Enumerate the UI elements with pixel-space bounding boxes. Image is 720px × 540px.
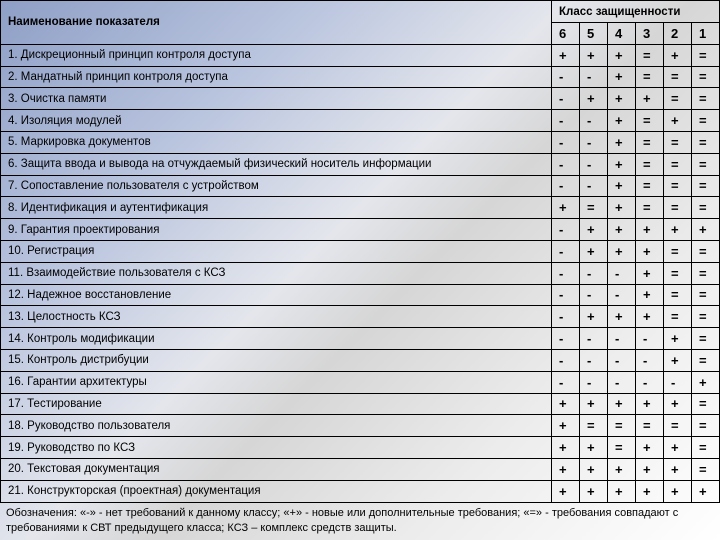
requirement-mark: + [692,480,720,502]
requirement-mark: + [580,306,608,328]
class-number: 5 [580,23,608,45]
requirement-mark: + [608,219,636,241]
requirement-mark: + [608,197,636,219]
requirement-mark: - [580,153,608,175]
requirement-mark: + [608,480,636,502]
requirement-mark: + [608,44,636,66]
requirement-mark: + [636,306,664,328]
requirement-mark: = [636,197,664,219]
requirement-mark: = [580,415,608,437]
class-number: 4 [608,23,636,45]
indicator-name: 17. Тестирование [1,393,552,415]
requirement-mark: - [580,131,608,153]
requirement-mark: = [664,262,692,284]
requirement-mark: - [580,284,608,306]
table-row [1,284,720,306]
requirement-mark: + [664,219,692,241]
requirement-mark: + [552,44,580,66]
requirement-mark: = [692,197,720,219]
requirement-mark: + [664,328,692,350]
requirement-mark: - [552,349,580,371]
requirement-mark: = [664,415,692,437]
requirement-mark: - [580,175,608,197]
indicator-name: 5. Маркировка документов [1,131,552,153]
table-row [1,175,720,197]
table-row [1,88,720,110]
table-row [1,306,720,328]
table-row [1,480,720,502]
indicator-name: 2. Мандатный принцип контроля доступа [1,66,552,88]
requirement-mark: + [636,284,664,306]
requirement-mark: + [552,197,580,219]
indicator-name: 8. Идентификация и аутентификация [1,197,552,219]
requirement-mark: = [664,131,692,153]
requirement-mark: - [552,219,580,241]
indicator-name: 15. Контроль дистрибуции [1,349,552,371]
table-row [1,437,720,459]
requirement-mark: + [552,480,580,502]
requirement-mark: = [692,284,720,306]
requirement-mark: + [552,393,580,415]
requirement-mark: = [692,175,720,197]
legend-note: Обозначения: «-» - нет требований к данному классу; «+» - новые или дополнительные требования; «=» - требования совпадают с требованиями к СВТ предыдущего класса; КСЗ – комплекс средств защиты. [6,507,679,534]
indicator-name: 1. Дискреционный принцип контроля доступа [1,44,552,66]
requirement-mark: + [608,458,636,480]
requirement-mark: + [636,393,664,415]
requirement-mark: = [636,110,664,132]
table-row [1,197,720,219]
requirement-mark: = [692,66,720,88]
table-row [1,393,720,415]
requirement-mark: = [692,328,720,350]
requirement-mark: + [636,219,664,241]
table-row [1,219,720,241]
requirement-mark: - [580,110,608,132]
requirement-mark: - [580,371,608,393]
requirement-mark: + [580,393,608,415]
table-row [1,153,720,175]
requirement-mark: - [552,371,580,393]
requirement-mark: - [580,262,608,284]
requirement-mark: + [608,306,636,328]
requirement-mark: + [580,240,608,262]
indicator-name: 4. Изоляция модулей [1,110,552,132]
requirement-mark: = [608,437,636,459]
requirement-mark: + [636,458,664,480]
requirement-mark: + [664,349,692,371]
table-row [1,131,720,153]
table-row [1,66,720,88]
requirement-mark: = [608,415,636,437]
requirement-mark: - [636,328,664,350]
requirement-mark: + [580,458,608,480]
table-row [1,240,720,262]
requirement-mark: + [608,240,636,262]
requirement-mark: + [608,88,636,110]
requirement-mark: + [664,458,692,480]
requirement-mark: - [580,328,608,350]
requirement-mark: + [608,131,636,153]
requirement-mark: - [552,66,580,88]
requirement-mark: = [692,437,720,459]
requirement-mark: = [692,131,720,153]
indicator-name: 21. Конструкторская (проектная) документация [1,480,552,502]
indicator-name: 14. Контроль модификации [1,328,552,350]
indicator-name: 9. Гарантия проектирования [1,219,552,241]
indicator-name: 3. Очистка памяти [1,88,552,110]
requirement-mark: + [664,480,692,502]
requirement-mark: = [664,284,692,306]
table-row [1,44,720,66]
requirement-mark: = [692,262,720,284]
requirement-mark: + [580,480,608,502]
indicator-name: 12. Надежное восстановление [1,284,552,306]
requirement-mark: + [692,219,720,241]
requirement-mark: + [552,458,580,480]
requirement-mark: - [552,240,580,262]
requirement-mark: - [636,349,664,371]
requirement-mark: - [552,131,580,153]
requirement-mark: - [580,66,608,88]
requirement-mark: = [636,175,664,197]
requirement-mark: + [636,480,664,502]
requirement-mark: + [580,44,608,66]
requirement-mark: = [692,306,720,328]
requirement-mark: + [608,393,636,415]
requirement-mark: + [608,110,636,132]
requirement-mark: + [636,88,664,110]
requirement-mark: + [636,240,664,262]
security-class-header: Класс защищенности [552,1,720,23]
requirement-mark: + [580,88,608,110]
indicator-name: 13. Целостность КСЗ [1,306,552,328]
requirement-mark: = [692,393,720,415]
indicator-name: 20. Текстовая документация [1,458,552,480]
requirement-mark: + [664,44,692,66]
requirement-mark: + [580,437,608,459]
requirement-mark: = [692,415,720,437]
requirement-mark: - [608,262,636,284]
requirement-mark: - [636,371,664,393]
requirement-mark: - [552,328,580,350]
requirement-mark: - [608,328,636,350]
indicator-name: 11. Взаимодействие пользователя с КСЗ [1,262,552,284]
requirement-mark: = [664,153,692,175]
requirement-mark: + [636,437,664,459]
table-row [1,262,720,284]
indicator-name: 7. Сопоставление пользователя с устройством [1,175,552,197]
indicator-name: 19. Руководство по КСЗ [1,437,552,459]
indicator-name-header: Наименование показателя [1,1,552,45]
requirement-mark: + [692,371,720,393]
requirement-mark: = [636,153,664,175]
requirement-mark: = [692,88,720,110]
indicator-name: 6. Защита ввода и вывода на отчуждаемый физический носитель информации [1,153,552,175]
requirement-mark: = [692,153,720,175]
requirement-mark: + [664,110,692,132]
requirement-mark: - [664,371,692,393]
table-row [1,371,720,393]
table-row [1,328,720,350]
requirement-mark: - [552,306,580,328]
requirement-mark: = [636,131,664,153]
requirement-mark: - [552,153,580,175]
requirement-mark: - [580,349,608,371]
table-row [1,458,720,480]
requirement-mark: = [664,175,692,197]
requirement-mark: + [608,66,636,88]
requirement-mark: = [664,66,692,88]
indicator-name: 16. Гарантии архитектуры [1,371,552,393]
requirement-mark: + [552,437,580,459]
requirement-mark: - [552,110,580,132]
requirement-mark: - [552,284,580,306]
requirement-mark: = [664,240,692,262]
requirement-mark: + [552,415,580,437]
requirement-mark: - [552,88,580,110]
requirement-mark: = [636,66,664,88]
requirement-mark: + [664,393,692,415]
requirement-mark: = [692,240,720,262]
requirement-mark: = [692,44,720,66]
requirement-mark: = [664,306,692,328]
requirement-mark: = [692,458,720,480]
table-row [1,349,720,371]
class-number: 6 [552,23,580,45]
requirement-mark: + [608,153,636,175]
requirement-mark: = [664,88,692,110]
requirement-mark: - [608,284,636,306]
requirement-mark: + [608,175,636,197]
requirement-mark: = [664,197,692,219]
class-number: 3 [636,23,664,45]
requirement-mark: = [692,349,720,371]
class-number: 2 [664,23,692,45]
requirement-mark: + [580,219,608,241]
requirement-mark: + [636,262,664,284]
requirement-mark: - [608,371,636,393]
table-row [1,415,720,437]
requirement-mark: + [664,437,692,459]
indicator-name: 10. Регистрация [1,240,552,262]
class-number: 1 [692,23,720,45]
header-row [1,1,720,23]
requirement-mark: - [608,349,636,371]
requirement-mark: = [636,44,664,66]
requirement-mark: = [692,110,720,132]
requirement-mark: - [552,262,580,284]
indicator-name: 18. Руководство пользователя [1,415,552,437]
table-row [1,110,720,132]
requirement-mark: = [636,415,664,437]
requirement-mark: - [552,175,580,197]
requirement-mark: = [580,197,608,219]
